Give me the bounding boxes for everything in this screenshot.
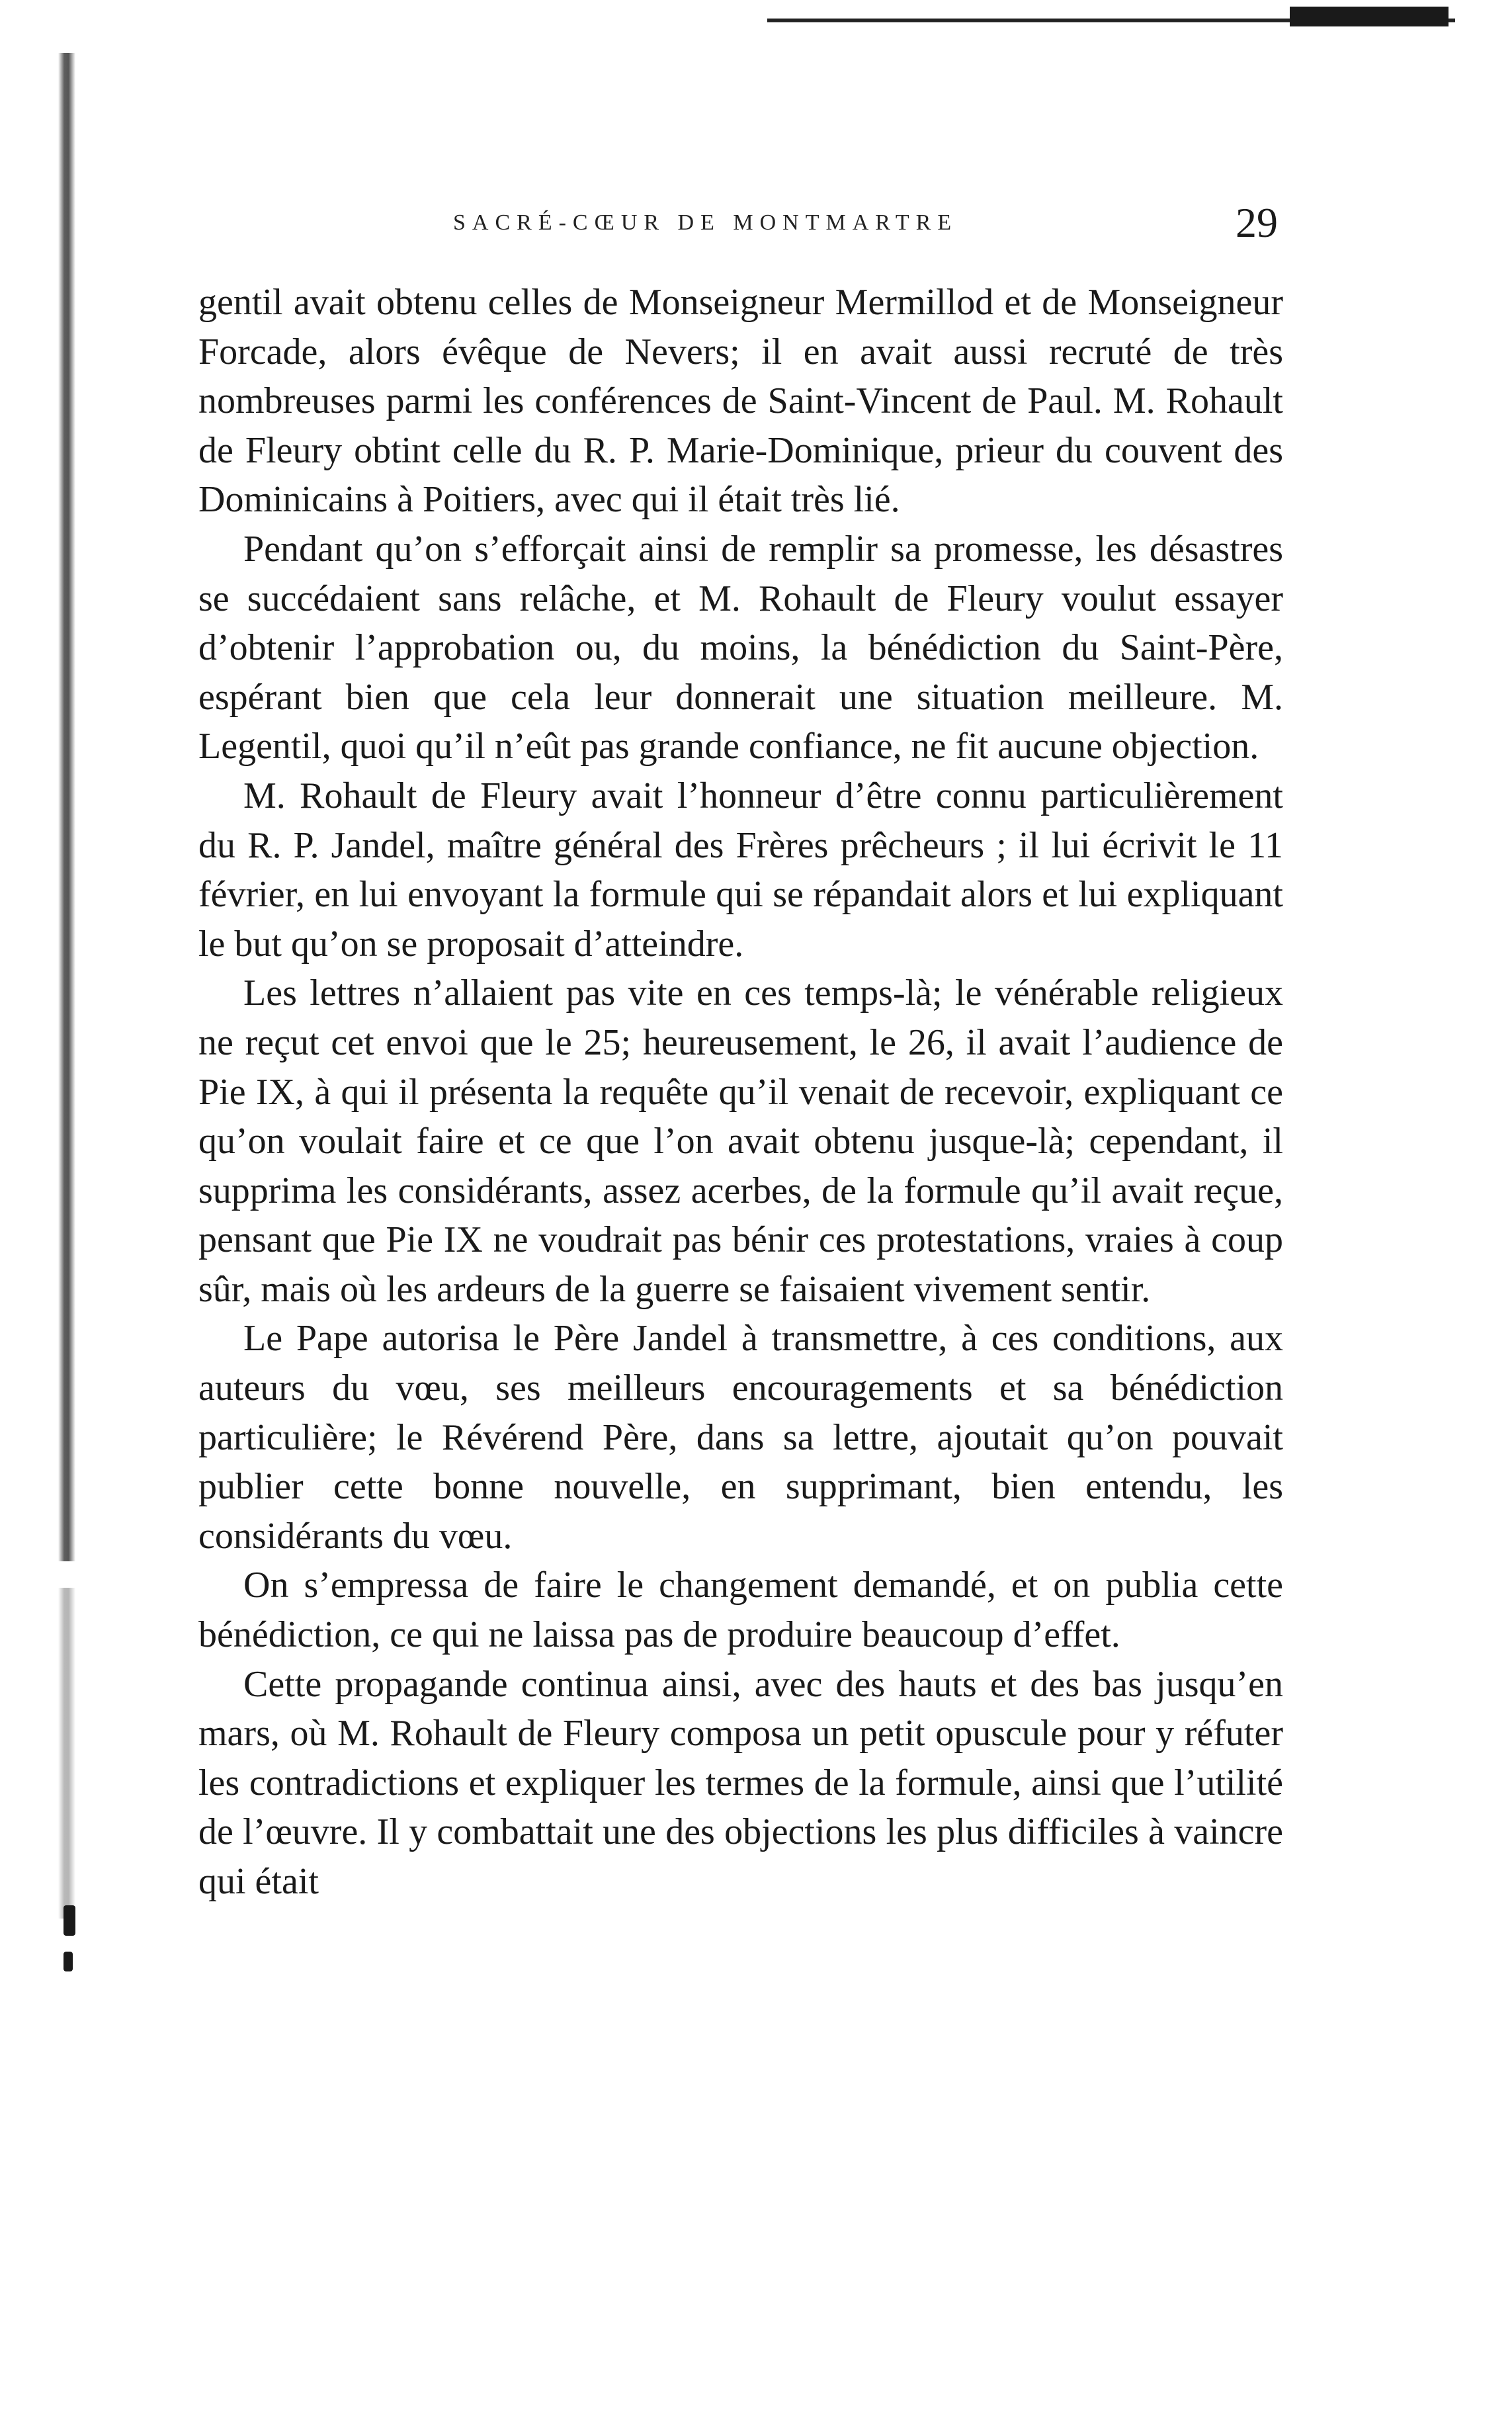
left-binding-edge	[58, 53, 75, 1561]
left-binding-edge-lower	[58, 1588, 75, 1919]
margin-mark	[63, 1905, 75, 1936]
paragraph: M. Rohault de Fleury avait l’honneur d’être connu particulièrement du R. P. Jandel, maître général des Frères prêcheurs ; il lui écrivit le 11 février, en lui envoyant la formule qui se répandait alors et lui expliquant le but qu’on se proposait d’atteindre.	[198, 775, 1283, 965]
paragraph: Cette propagande continua ainsi, avec des hauts et des bas jusqu’en mars, où M. Rohault de Fleury composa un petit opuscule pour y réfuter les contradictions et expliquer les termes de la formule, ainsi que l’utilité de l’œuvre. Il y combattait une des objections les plus difficiles à vaincre qui était	[198, 1663, 1283, 1902]
paragraph: gentil avait obtenu celles de Monseigneur Mermillod et de Monseigneur Forcade, alors évêque de Nevers; il en avait aussi recruté de très nombreuses parmi les conférences de Saint-Vincent de Paul. M. Rohault de Fleury obtint celle du R. P. Marie-Dominique, prieur du couvent des Dominicains à Poitiers, avec qui il était très lié.	[198, 282, 1283, 521]
paragraph: Le Pape autorisa le Père Jandel à transmettre, à ces conditions, aux auteurs du vœu, ses meilleurs encouragements et sa bénédiction particulière; le Révérend Père, dans sa lettre, ajoutait qu’on pouvait publier cette bonne nouvelle, en supprimant, bien entendu, les considérants du vœu.	[198, 1318, 1283, 1557]
page-number: 29	[1236, 199, 1278, 246]
body-text	[198, 278, 1283, 1907]
running-title: SACRÉ-CŒUR DE MONTMARTRE	[453, 210, 958, 235]
top-scan-rule-thick	[1290, 7, 1449, 26]
paragraph: Pendant qu’on s’efforçait ainsi de remplir sa promesse, les désastres se succédaient sans relâche, et M. Rohault de Fleury voulut essayer d’obtenir l’approbation ou, du moins, la bénédiction du Saint-Père, espérant bien que cela leur donnerait une situation meilleure. M. Legentil, quoi qu’il n’eût pas grande confiance, ne fit aucune objection.	[198, 528, 1283, 767]
margin-mark	[63, 1952, 73, 1971]
paragraph: Les lettres n’allaient pas vite en ces temps-là; le vénérable religieux ne reçut cet envoi que le 25; heureusement, le 26, il avait l’audience de Pie IX, à qui il présenta la requête qu’il venait de recevoir, expliquant ce qu’on voulait faire et ce que l’on avait obtenu jusque-là; cependant, il supprima les considérants, assez acerbes, de la formule qu’il avait reçue, pensant que Pie IX ne voudrait pas bénir ces protestations, vraies à coup sûr, mais où les ardeurs de la guerre se faisaient vivement sentir.	[198, 973, 1283, 1310]
paragraph: On s’empressa de faire le changement demandé, et on publia cette bénédiction, ce qui ne laissa pas de produire beaucoup d’effet.	[198, 1565, 1283, 1656]
